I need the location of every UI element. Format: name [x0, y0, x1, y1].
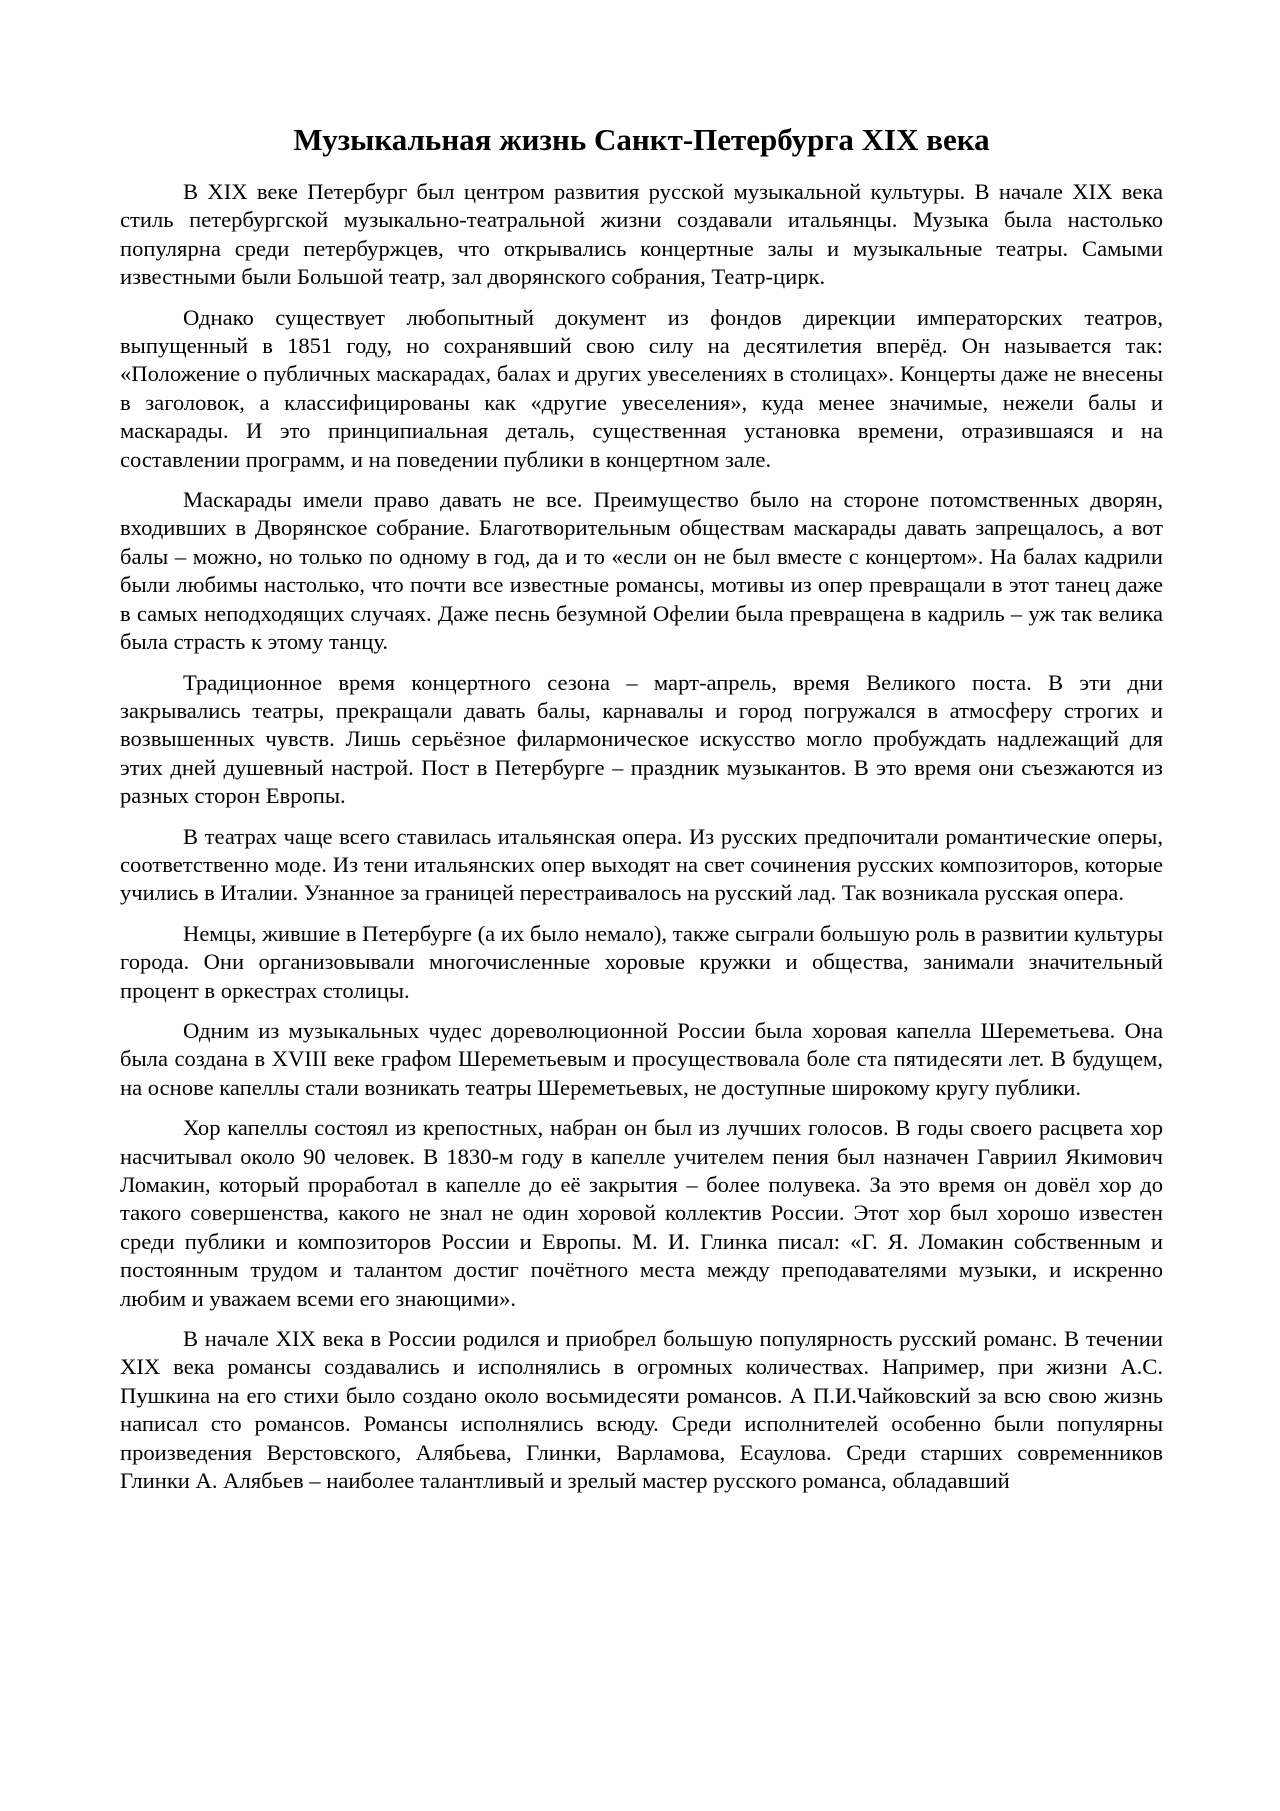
document-body: [120, 118, 1163, 1507]
document-title: Музыкальная жизнь Санкт-Петербурга XIX века: [293, 122, 990, 157]
paragraph: Хор капеллы состоял из крепостных, набран он был из лучших голосов. В годы своего расцвета хор насчитывал около 90 человек. В 1830-м году в капелле учителем пения был назначен Гавриил Якимович Ломакин, который проработал в капелле до её закрытия – более полувека. За это время он довёл хор до такого совершенства, какого не знал не один хоровой коллектив России. Этот хор был хорошо известен среди публики и композиторов России и Европы. М. И. Глинка писал: «Г. Я. Ломакин собственным и постоянным трудом и талантом достиг почётного места между преподавателями музыки, и искренно любим и уважаем всеми его знающими».: [120, 1115, 1163, 1311]
paragraph: В театрах чаще всего ставилась итальянская опера. Из русских предпочитали романтические оперы, соответственно моде. Из тени итальянских опер выходят на свет сочинения русских композиторов, которые учились в Италии. Узнанное за границей перестраивалось на русский лад. Так возникала русская опера.: [120, 823, 1163, 906]
paragraph: Немцы, жившие в Петербурге (а их было немало), также сыграли большую роль в развитии культуры города. Они организовывали многочисленные хоровые кружки и общества, занимали значительный процент в оркестрах столицы.: [120, 920, 1163, 1003]
paragraph: Однако существует любопытный документ из фондов дирекции императорских театров, выпущенный в 1851 году, но сохранявший свою силу на десятилетия вперёд. Он называется так: «Положение о публичных маскарадах, балах и других увеселениях в столицах». Концерты даже не внесены в заголовок, а классифицированы как «другие увеселения», куда менее значимые, нежели балы и маскарады. И это принципиальная деталь, существенная установка времени, отразившаяся и на составлении программ, и на поведении публики в концертном зале.: [120, 304, 1163, 472]
paragraph: Маскарады имели право давать не все. Преимущество было на стороне потомственных дворян, входивших в Дворянское собрание. Благотворительным обществам маскарады давать запрещалось, а вот балы – можно, но только по одному в год, да и то «если он не был вместе с концертом». На балах кадрили были любимы настолько, что почти все известные романсы, мотивы из опер превращали в этот танец даже в самых неподходящих случаях. Даже песнь безумной Офелии была превращена в кадриль – уж так велика была страсть к этому танцу.: [120, 487, 1163, 655]
paragraph: Одним из музыкальных чудес дореволюционной России была хоровая капелла Шереметьева. Она была создана в XVIII веке графом Шереметьевым и просуществовала боле ста пятидесяти лет. В будущем, на основе капеллы стали возникать театры Шереметьевых, не доступные широкому кругу публики.: [120, 1017, 1163, 1100]
paragraph: В начале XIX века в России родился и приобрел большую популярность русский романс. В течении XIX века романсы создавались и исполнялись в огромных количествах. Например, при жизни А.С. Пушкина на его стихи было создано около восьмидесяти романсов. А П.И.Чайковский за всю свою жизнь написал сто романсов. Романсы исполнялись всюду. Среди исполнителей особенно были популярны произведения Верстовского, Алябьева, Глинки, Варламова, Есаулова. Среди старших современников Глинки А. Алябьев – наиболее талантливый и зрелый мастер русского романса, обладавший: [120, 1326, 1163, 1494]
paragraph: В XIX веке Петербург был центром развития русской музыкальной культуры. В начале XIX века стиль петербургской музыкально-театральной жизни создавали итальянцы. Музыка была настолько популярна среди петербуржцев, что открывались концертные залы и музыкальные театры. Самыми известными были Большой театр, зал дворянского собрания, Театр-цирк.: [120, 179, 1163, 290]
paragraph: Традиционное время концертного сезона – март-апрель, время Великого поста. В эти дни закрывались театры, прекращали давать балы, карнавалы и город погружался в атмосферу строгих и возвышенных чувств. Лишь серьёзное филармоническое искусство могло пробуждать надлежащий для этих дней душевный настрой. Пост в Петербурге – праздник музыкантов. В это время они съезжаются из разных сторон Европы.: [120, 669, 1163, 809]
